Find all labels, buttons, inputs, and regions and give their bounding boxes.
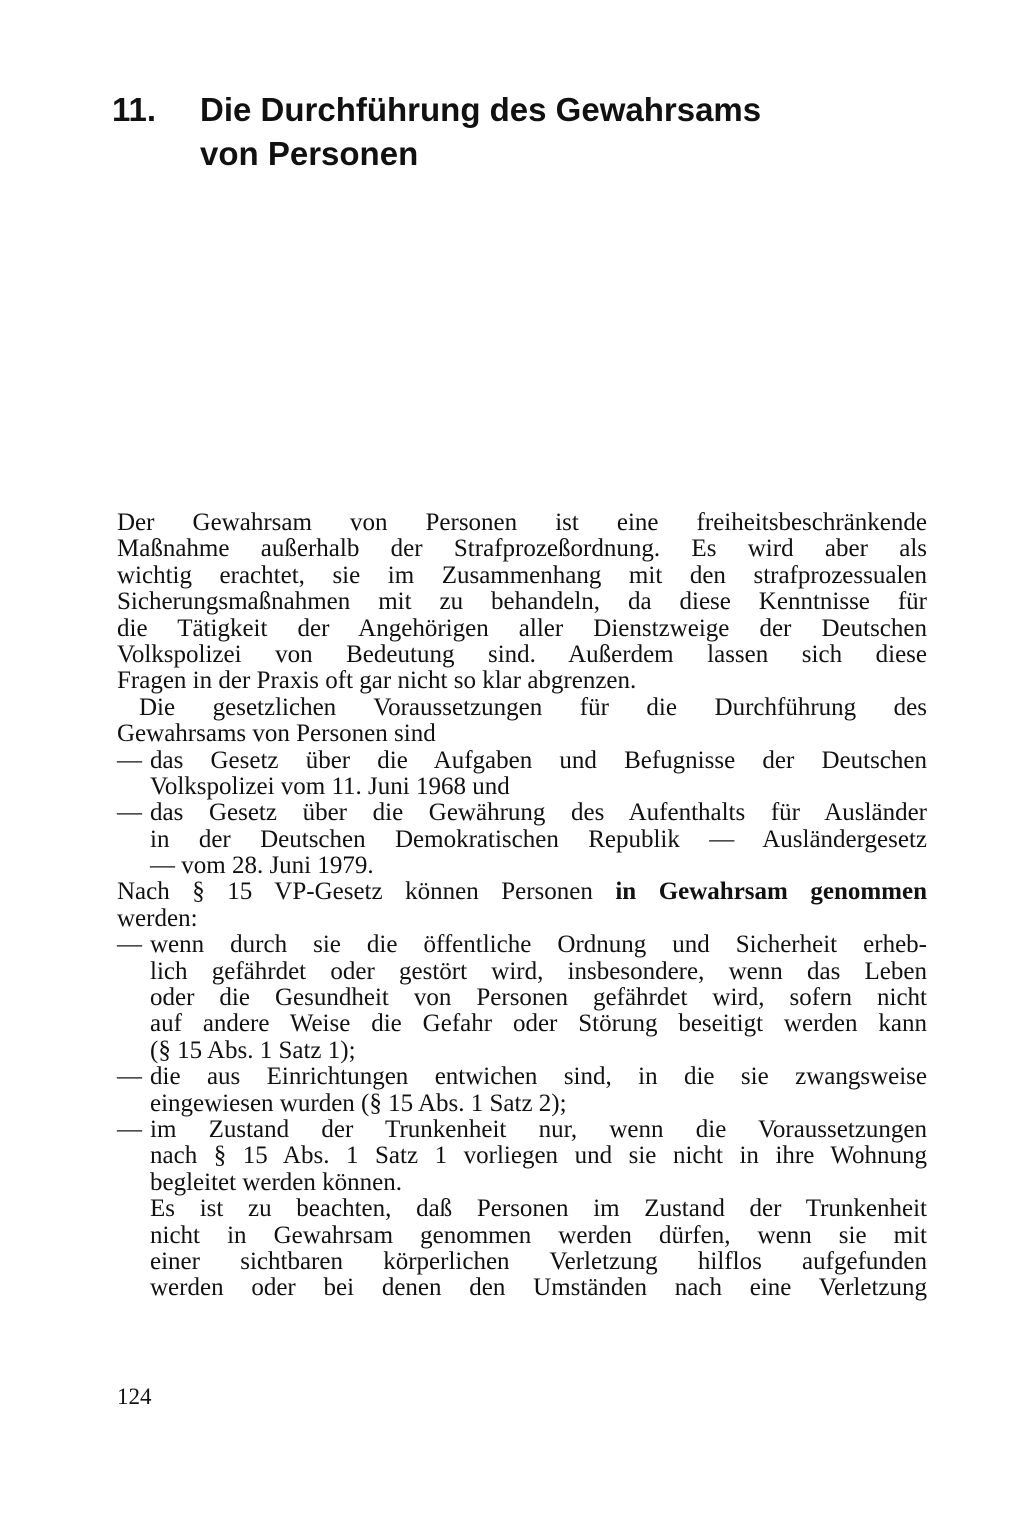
text-line bbox=[117, 932, 927, 958]
text-line: nicht in Gewahrsam genommen werden dürfen, wenn sie mit bbox=[150, 1221, 927, 1249]
condition-2-line-1: die aus Einrichtungen entwichen sind, in die sie zwangsweise bbox=[150, 1063, 927, 1091]
text-line: eingewiesen wurden (§ 15 Abs. 1 Satz 2); bbox=[150, 1089, 567, 1117]
list-item-condition-3 bbox=[117, 1117, 927, 1196]
dash-bullet: — bbox=[117, 746, 142, 774]
text-line: nach § 15 Abs. 1 Satz 1 vorliegen und sie nicht in ihre Wohnung bbox=[150, 1142, 927, 1170]
list-item-condition-1 bbox=[117, 932, 927, 1064]
chapter-number: 11. bbox=[112, 91, 157, 128]
text-line: Der Gewahrsam von Personen ist eine freiheitsbeschränkende bbox=[117, 509, 927, 536]
page-number: 124 bbox=[117, 1384, 152, 1409]
dash-bullet: — bbox=[117, 1063, 142, 1091]
text-line: in der Deutschen Demokratischen Republik — Ausländergesetz bbox=[150, 825, 927, 853]
custody-bold-term: in Gewahrsam genommen bbox=[615, 878, 927, 906]
chapter-title-line-2: von Personen bbox=[200, 135, 419, 172]
chapter-title bbox=[200, 88, 761, 176]
body-text bbox=[117, 510, 927, 1302]
dash-bullet: — bbox=[117, 1115, 142, 1143]
custody-lead: Nach § 15 VP-Gesetz können Personen bbox=[117, 878, 616, 906]
text-line: (§ 15 Abs. 1 Satz 1); bbox=[150, 1036, 356, 1064]
text-line: lich gefährdet oder gestört wird, insbesondere, wenn das Leben bbox=[150, 957, 927, 985]
list-item-law-1 bbox=[117, 748, 927, 801]
text-line: Volkspolizei vom 11. Juni 1968 und bbox=[150, 772, 510, 800]
text-line: Volkspolizei von Bedeutung sind. Außerdem lassen sich diese bbox=[117, 640, 927, 668]
text-line bbox=[117, 1064, 927, 1090]
text-line: einer sichtbaren körperlichen Verletzung hilflos aufgefunden bbox=[150, 1247, 927, 1275]
paragraph-legal-basis bbox=[117, 695, 927, 748]
text-line bbox=[117, 1117, 927, 1143]
paragraph-note bbox=[117, 1196, 927, 1302]
text-line: begleitet werden können. bbox=[150, 1168, 402, 1196]
condition-1-line-1: wenn durch sie die öffentliche Ordnung und Sicherheit erheb- bbox=[150, 931, 927, 959]
text-line: wichtig erachtet, sie im Zusammenhang mit den strafprozessualen bbox=[117, 561, 927, 589]
text-line: — vom 28. Juni 1979. bbox=[150, 852, 374, 880]
chapter-title-line-1: Die Durchführung des Gewahrsams bbox=[200, 91, 762, 128]
text-line: Gewahrsams von Personen sind bbox=[117, 720, 436, 748]
condition-3-line-1: im Zustand der Trunkenheit nur, wenn die Voraussetzungen bbox=[150, 1115, 927, 1143]
law-1-line-1: das Gesetz über die Aufgaben und Befugnisse der Deutschen bbox=[150, 746, 927, 774]
paragraph-intro bbox=[117, 510, 927, 695]
text-line: Die gesetzlichen Voraussetzungen für die Durchführung des bbox=[139, 693, 927, 721]
law-2-line-1: das Gesetz über die Gewährung des Aufenthalts für Ausländer bbox=[150, 799, 927, 827]
text-line: Maßnahme außerhalb der Strafprozeßordnung. Es wird aber als bbox=[117, 535, 927, 563]
text-line: Sicherungsmaßnahmen mit zu behandeln, da diese Kenntnisse für bbox=[117, 588, 927, 616]
text-line: Es ist zu beachten, daß Personen im Zustand der Trunkenheit bbox=[150, 1195, 927, 1223]
text-line: werden oder bei denen den Umständen nach eine Verletzung bbox=[150, 1274, 927, 1302]
text-line bbox=[117, 800, 927, 826]
text-line: oder die Gesundheit von Personen gefährdet wird, sofern nicht bbox=[150, 984, 927, 1012]
list-item-law-2 bbox=[117, 800, 927, 879]
text-line bbox=[117, 879, 927, 905]
text-line: auf andere Weise die Gefahr oder Störung beseitigt werden kann bbox=[150, 1010, 927, 1038]
text-line: Fragen in der Praxis oft gar nicht so klar abgrenzen. bbox=[117, 667, 637, 695]
dash-bullet: — bbox=[117, 799, 142, 827]
paragraph-custody bbox=[117, 879, 927, 932]
list-item-condition-2 bbox=[117, 1064, 927, 1117]
text-line: die Tätigkeit der Angehörigen aller Dienstzweige der Deutschen bbox=[117, 614, 927, 642]
text-line bbox=[117, 748, 927, 774]
text-line: werden: bbox=[117, 904, 198, 932]
dash-bullet: — bbox=[117, 931, 142, 959]
